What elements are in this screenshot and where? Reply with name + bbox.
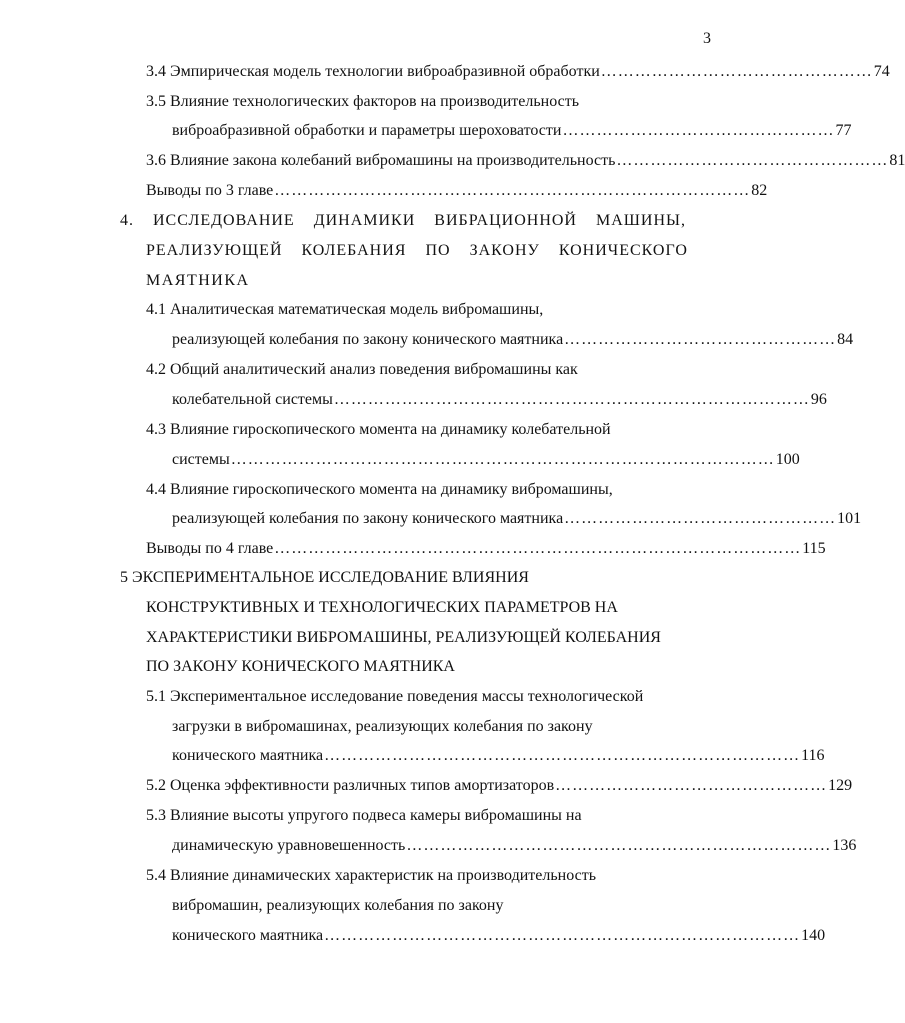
chapter-heading: КОНСТРУКТИВНЫХ И ТЕХНОЛОГИЧЕСКИХ ПАРАМЕТРОВ НА xyxy=(146,599,618,616)
toc-entry xyxy=(172,121,852,141)
leader-dots: ………………………………………………………………………… xyxy=(274,182,751,199)
toc-entry-text: колебательной системы xyxy=(172,391,333,408)
toc-entry-text: виброабразивной обработки и параметры шероховатости xyxy=(172,122,562,139)
toc-entry xyxy=(146,62,890,82)
toc-entry: 5.4 Влияние динамических характеристик на производительность xyxy=(146,867,597,884)
chapter-heading: ПО ЗАКОНУ КОНИЧЕСКОГО МАЯТНИКА xyxy=(146,658,455,675)
leader-dots: ………………………………………… xyxy=(600,63,873,80)
toc-entry xyxy=(172,836,857,856)
toc-entry-text: конического маятника xyxy=(172,927,324,944)
toc-entry xyxy=(146,181,768,201)
toc-entry-page: 77 xyxy=(835,122,852,139)
toc-entry-page: 140 xyxy=(801,927,826,944)
chapter-heading: ХАРАКТЕРИСТИКИ ВИБРОМАШИНЫ, РЕАЛИЗУЮЩЕЙ КОЛЕБАНИЯ xyxy=(146,629,661,646)
toc-entry-page: 82 xyxy=(751,182,768,199)
toc-entry-page: 100 xyxy=(775,451,800,468)
chapter-heading: РЕАЛИЗУЮЩЕЙ КОЛЕБАНИЯ ПО ЗАКОНУ КОНИЧЕСКОГО xyxy=(146,242,688,259)
chapter-heading: 4. ИССЛЕДОВАНИЕ ДИНАМИКИ ВИБРАЦИОННОЙ МАШИНЫ, xyxy=(120,212,686,229)
leader-dots: ………………………………………… xyxy=(616,152,889,169)
toc-entry: загрузки в вибромашинах, реализующих колебания по закону xyxy=(172,718,593,735)
toc-entry: 4.1 Аналитическая математическая модель вибромашины, xyxy=(146,301,544,318)
toc-entry-page: 129 xyxy=(828,777,853,794)
toc-entry: 4.3 Влияние гироскопического момента на динамику колебательной xyxy=(146,421,611,438)
toc-entry-page: 81 xyxy=(889,152,905,169)
toc-entry-text: 3.6 Влияние закона колебаний вибромашины на производительность xyxy=(146,152,616,169)
toc-entry-text: реализующей колебания по закону конического маятника xyxy=(172,331,564,348)
leader-dots: ………………………………………………………………… xyxy=(406,837,832,854)
toc-entry xyxy=(172,390,827,410)
toc-entry-text: Выводы по 3 главе xyxy=(146,182,274,199)
leader-dots: ………………………………………………………………………… xyxy=(324,747,801,764)
toc-entry-text: динамическую уравновешенность xyxy=(172,837,406,854)
toc-entry: 5.1 Экспериментальное исследование поведения массы технологической xyxy=(146,688,644,705)
page-number: 3 xyxy=(703,30,711,47)
leader-dots: ………………………………………… xyxy=(564,510,837,527)
toc-entry-page: 136 xyxy=(832,837,857,854)
toc-entry-page: 96 xyxy=(810,391,827,408)
leader-dots: …………………………………………………………………………………… xyxy=(230,451,775,468)
toc-entry-page: 115 xyxy=(802,540,826,557)
toc-entry-text: 5.2 Оценка эффективности различных типов амортизаторов xyxy=(146,777,555,794)
toc-entry xyxy=(146,539,826,559)
leader-dots: ………………………………………… xyxy=(555,777,828,794)
leader-dots: ………………………………………………………………………………… xyxy=(274,540,802,557)
toc-entry xyxy=(172,746,825,766)
toc-entry xyxy=(172,509,862,529)
toc-entry-page: 101 xyxy=(837,510,862,527)
toc-entry xyxy=(146,776,853,796)
chapter-heading: 5 ЭКСПЕРИМЕНТАЛЬНОЕ ИССЛЕДОВАНИЕ ВЛИЯНИЯ xyxy=(120,569,529,586)
leader-dots: ………………………………………………………………………… xyxy=(333,391,810,408)
chapter-heading: МАЯТНИКА xyxy=(146,272,250,289)
toc-entry: 3.5 Влияние технологических факторов на производительность xyxy=(146,93,580,110)
toc-entry xyxy=(172,926,826,946)
toc-entry: вибромашин, реализующих колебания по закону xyxy=(172,897,504,914)
toc-entry: 5.3 Влияние высоты упругого подвеса камеры вибромашины на xyxy=(146,807,582,824)
toc-entry: 4.2 Общий аналитический анализ поведения вибромашины как xyxy=(146,361,578,378)
leader-dots: ………………………………………… xyxy=(564,331,837,348)
leader-dots: ………………………………………… xyxy=(562,122,835,139)
toc-entry-page: 84 xyxy=(837,331,854,348)
toc-entry xyxy=(172,450,800,470)
toc-entry-text: конического маятника xyxy=(172,747,324,764)
toc-entry-text: Выводы по 4 главе xyxy=(146,540,274,557)
toc-entry-text: реализующей колебания по закону конического маятника xyxy=(172,510,564,527)
toc-entry-text: системы xyxy=(172,451,230,468)
leader-dots: ………………………………………………………………………… xyxy=(324,927,801,944)
toc-entry-page: 74 xyxy=(873,63,890,80)
toc-entry-text: 3.4 Эмпирическая модель технологии виброабразивной обработки xyxy=(146,63,600,80)
toc-entry-page: 116 xyxy=(801,747,825,764)
toc-entry xyxy=(172,330,854,350)
toc-entry xyxy=(146,151,905,171)
toc-entry: 4.4 Влияние гироскопического момента на динамику вибромашины, xyxy=(146,481,613,498)
